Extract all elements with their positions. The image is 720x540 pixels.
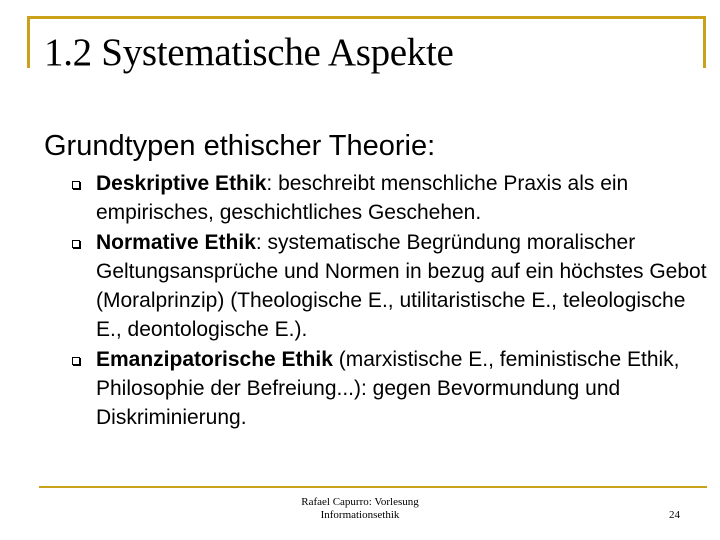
bullet-text: : systematische Begründung moralischer Geltungsansprüche und Normen in bezug auf ein höchstes Gebot (Moralprinzip) (Theologische E., utilitaristische E., teleologische E., deontologische E.).	[96, 230, 707, 342]
intro-heading: Grundtypen ethischer Theorie:	[44, 130, 436, 162]
bullet-term: Emanzipatorische Ethik	[96, 347, 333, 371]
bullet-text: : beschreibt menschliche Praxis als ein empirisches, geschichtliches Geschehen.	[96, 172, 629, 225]
bullet-item-deskriptive	[70, 169, 710, 228]
title-frame-top-border	[27, 16, 706, 19]
title-frame-left-border	[27, 16, 30, 68]
bullet-term: Normative Ethik	[96, 230, 256, 254]
square-bullet-icon	[72, 181, 80, 189]
footer-author	[260, 496, 460, 522]
bullet-list	[70, 169, 710, 433]
title-frame-right-border	[703, 16, 706, 68]
bullet-item-normative	[70, 228, 710, 345]
square-bullet-icon	[72, 240, 80, 248]
bullet-item-emanzipatorische	[70, 345, 710, 433]
page-number: 24	[669, 509, 680, 521]
footer-divider	[39, 486, 707, 488]
footer-author-line-2: Informationsethik	[320, 509, 400, 521]
bullet-term: Deskriptive Ethik	[96, 172, 267, 195]
bullet-text: (marxistische E., feministische Ethik, Philosophie der Befreiung...): gegen Bevormundung und Diskriminierung.	[96, 347, 680, 430]
slide-title: 1.2 Systematische Aspekte	[44, 31, 454, 74]
footer-author-line-1: Rafael Capurro: Vorlesung	[301, 496, 419, 508]
square-bullet-icon	[72, 357, 80, 365]
